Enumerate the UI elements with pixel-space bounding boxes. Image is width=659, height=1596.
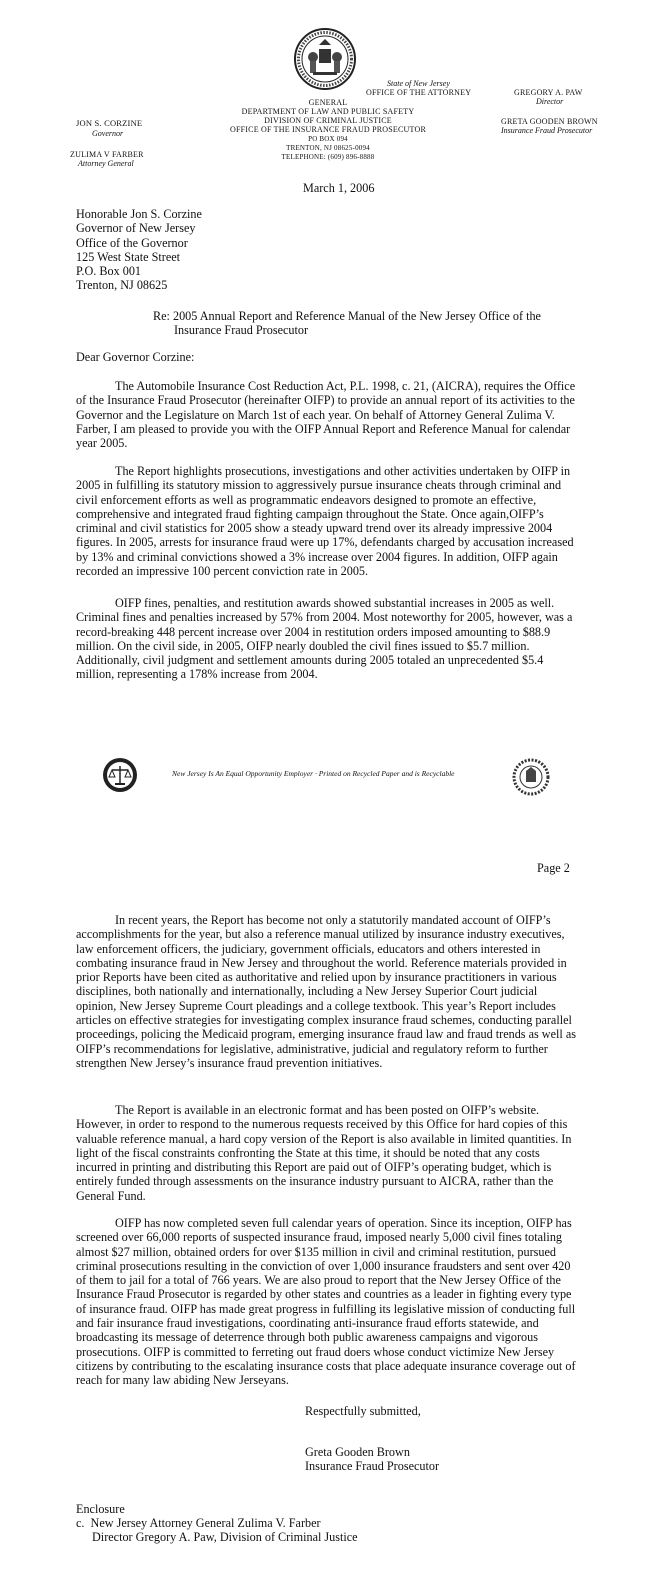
po-box: PO BOX 094 bbox=[308, 135, 348, 143]
body-paragraph: The Report is available in an electronic format and has been posted on OIFP’s website. However, in order to respond to the numerous requests received by this Office for hard copies of this valuable reference manual, a hard copy version of the Report is also available in limited quantities. In light of the fiscal constraints confronting the State at this time, it should be noted that any costs incurred in printing and distributing this Report are paid out of OIFP’s operating budget, which is entirely funded through assessments on the insurance industry pursuant to AICRA, rather than the General Fund. bbox=[76, 1103, 572, 1203]
body-paragraph: OIFP has now completed seven full calendar years of operation. Since its inception, OIFP has screened over 66,000 reports of suspected insurance fraud, imposed nearly 5,000 civil fines totaling almost $27 million, obtained orders for over $135 million in civil and criminal restitution, pursued criminal prosecutions resulting in the conviction of over 1,000 insurance fraudsters and sent over 420 of them to jail for a total of 766 years. We are also proud to report that the New Jersey Office of the Insurance Fraud Prosecutor is regarded by other states and countries as a leader in fighting every type of insurance fraud. OIFP has made great progress in fulfilling its legislative mission of conducting full and fair insurance fraud investigations, coordinating anti-insurance fraud efforts statewide, and broadcasting its message of deterrence through both public awareness campaigns and vigorous prosecutions. OIFP is committed to ferreting out fraud doers whose conduct victimize New Jersey citizens by contributing to the escalating insurance costs that place adequate insurance coverage out of reach for many law abiding New Jerseyans. bbox=[76, 1216, 576, 1388]
body-paragraph: The Automobile Insurance Cost Reduction Act, P.L. 1998, c. 21, (AICRA), requires the Office of the Insurance Fraud Prosecutor (hereinafter OIFP) to provide an annual report of its activities to the Governor and the Legislature on March 1st of each year. On behalf of Attorney General Zulima V. Farber, I am pleased to provide you with the OIFP Annual Report and Reference Manual for calendar year 2005. bbox=[76, 379, 576, 451]
office-line: OFFICE OF THE ATTORNEY bbox=[366, 88, 472, 97]
letter-date: March 1, 2006 bbox=[303, 181, 375, 195]
body-paragraph: The Report highlights prosecutions, investigations and other activities undertaken by OIFP in 2005 in fulfilling its statutory mission to aggressively pursue insurance cheats through criminal and civil enforcement efforts as well as programmatic endeavors designed to promote an effective, comprehensive and integrated fraud fighting campaign throughout the State. Once again,OIFP’s criminal and civil statistics for 2005 show a steady upward trend over its already impressive 2004 figures. In 2005, arrests for insurance fraud were up 17%, defendants charged by accusation increased by 13% and criminal convictions showed a 3% increase over 2004 figures. In addition, OIFP again recorded an impressive 100 percent conviction rate in 2005. bbox=[76, 464, 574, 579]
ag-name: ZULIMA V FARBER bbox=[70, 150, 144, 159]
cc-line-2: Director Gregory A. Paw, Division of Criminal Justice bbox=[92, 1530, 358, 1544]
oifp-line: OFFICE OF THE INSURANCE FRAUD PROSECUTOR bbox=[230, 125, 426, 134]
footer-text: New Jersey Is An Equal Opportunity Employer · Printed on Recycled Paper and is Recyclable bbox=[172, 769, 455, 778]
body-paragraph: In recent years, the Report has become not only a statutorily mandated account of OIFP’s accomplishments for the year, but also a reference manual utilized by insurance industry executives, law enforcement officers, the judiciary, government officials, educators and others interested in combating insurance fraud in New Jersey and throughout the world. Reference materials provided in prior Reports have been cited as authoritative and relied upon by insurance practitioners in various disciplines, both nationally and internationally, including a New Jersey Superior Court judicial opinion, New Jersey Supreme Court pleadings and a college textbook. This year’s Report includes articles on effective strategies for investigating complex insurance fraud schemes, conducting parallel proceedings, policing the Medicaid program, emerging insurance fraud law and fraud trends as well as OIFP’s recommendations for legislative, administrative, judicial and regulatory reform to further strengthen New Jersey’s insurance fraud prevention initiatives. bbox=[76, 913, 576, 1070]
signer-title: Insurance Fraud Prosecutor bbox=[305, 1459, 440, 1473]
recipient-address bbox=[76, 207, 376, 293]
enclosure-label: Enclosure bbox=[76, 1502, 125, 1516]
general-line: GENERAL bbox=[308, 98, 348, 107]
re-line bbox=[153, 309, 593, 338]
recycle-seal-logo bbox=[512, 758, 550, 796]
ag-title: Attorney General bbox=[78, 159, 134, 168]
address-line: Trenton, NJ 08625 bbox=[76, 278, 168, 293]
division-line: DIVISION OF CRIMINAL JUSTICE bbox=[264, 116, 392, 125]
address-line: Office of the Governor bbox=[76, 235, 188, 250]
director-title: Director bbox=[536, 97, 564, 106]
prosecutor-title: Insurance Fraud Prosecutor bbox=[501, 126, 593, 135]
page-number: Page 2 bbox=[537, 861, 570, 875]
address-line: Governor of New Jersey bbox=[76, 221, 196, 236]
city-line: TRENTON, NJ 08625-0094 bbox=[286, 144, 370, 152]
salutation: Dear Governor Corzine: bbox=[76, 350, 195, 364]
address-line: 125 West State Street bbox=[76, 249, 181, 264]
justice-scales-logo bbox=[102, 757, 138, 793]
governor-title: Governor bbox=[92, 129, 124, 138]
department-line: DEPARTMENT OF LAW AND PUBLIC SAFETY bbox=[241, 107, 415, 116]
address-line: P.O. Box 001 bbox=[76, 264, 142, 279]
cc-line-1: c. New Jersey Attorney General Zulima V. Farber bbox=[76, 1516, 321, 1530]
re-line-2: Insurance Fraud Prosecutor bbox=[174, 323, 309, 338]
prosecutor-name: GRETA GOODEN BROWN bbox=[501, 117, 598, 126]
state-seal-logo bbox=[293, 27, 357, 91]
state-line: State of New Jersey bbox=[387, 79, 450, 88]
re-line-1: Re: 2005 Annual Report and Reference Manual of the New Jersey Office of the bbox=[153, 309, 541, 323]
governor-name: JON S. CORZINE bbox=[76, 118, 143, 128]
body-paragraph: OIFP fines, penalties, and restitution awards showed substantial increases in 2005 as well. Criminal fines and penalties increased by 57% from 2004. Most noteworthy for 2005, however, was a record-breaking 448 percent increase over 2004 in restitution orders imposed amounting to $88.9 million. On the civil side, in 2005, OIFP nearly doubled the civil fines issued to $5.7 million. Additionally, civil judgment and settlement amounts during 2005 totaled an unprecedented $5.4 million, representing a 178% increase from 2004. bbox=[76, 596, 573, 682]
address-line: Honorable Jon S. Corzine bbox=[76, 207, 202, 221]
director-name: GREGORY A. PAW bbox=[514, 88, 583, 97]
phone-line: TELEPHONE: (609) 896-8888 bbox=[281, 153, 375, 161]
closing-line: Respectfully submitted, bbox=[305, 1404, 421, 1418]
signer-name: Greta Gooden Brown bbox=[305, 1445, 410, 1459]
